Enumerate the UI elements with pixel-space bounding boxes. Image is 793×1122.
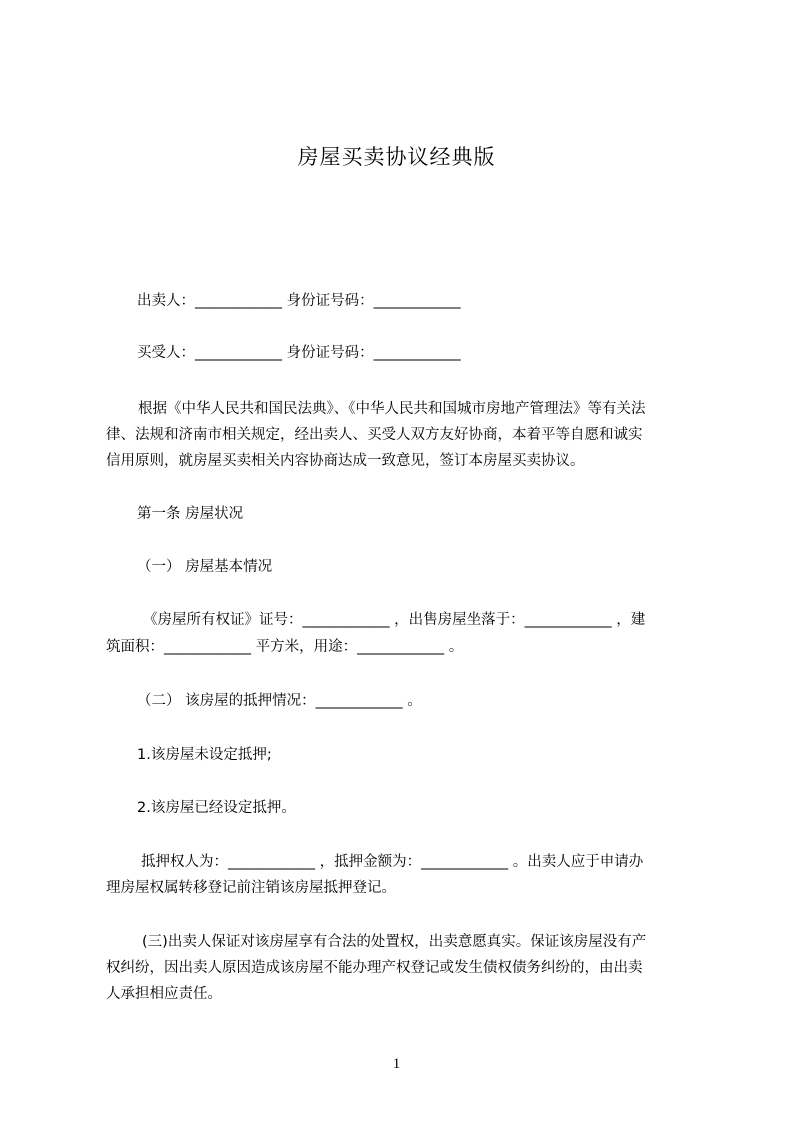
- seller-line: 出卖人：____________ 身份证号码：____________: [137, 293, 461, 309]
- intro-line-3: 信用原则，就房屋买卖相关内容协商达成一致意见，签订本房屋买卖协议。: [106, 453, 585, 469]
- mortgage-option-1: 1.该房屋未设定抵押;: [137, 747, 272, 763]
- section-1-heading: （一） 房屋基本情况: [137, 559, 273, 575]
- mortgagee-line-1: 抵押权人为：____________ ，抵押金额为：____________ 。出卖人应于申请办: [141, 854, 644, 870]
- certificate-line-1: 《房屋所有权证》证号：____________ ，出售房屋坐落于：____________ ，建: [143, 612, 646, 628]
- article-1-heading: 第一条 房屋状况: [137, 506, 244, 522]
- mortgagee-line-2: 理房屋权属转移登记前注销该房屋抵押登记。: [106, 880, 396, 896]
- mortgage-option-2: 2.该房屋已经设定抵押。: [137, 800, 296, 816]
- guarantee-line-2: 权纠纷，因出卖人原因造成该房屋不能办理产权登记或发生债权债务纠纷的，由出卖: [106, 960, 643, 976]
- certificate-line-2: 筑面积：____________ 平方米，用途：____________ 。: [106, 639, 464, 655]
- intro-line-2: 律、法规和济南市相关规定，经出卖人、买受人双方友好协商，本着平等自愿和诚实: [106, 427, 643, 443]
- page-title: 房屋买卖协议经典版: [297, 145, 496, 169]
- intro-line-1: 根据《中华人民共和国民法典》、《中华人民共和国城市房地产管理法》等有关法: [138, 401, 646, 417]
- guarantee-line-3: 人承担相应责任。: [106, 986, 222, 1002]
- mortgage-heading: （二） 该房屋的抵押情况：____________ 。: [137, 693, 422, 709]
- buyer-line: 买受人：____________ 身份证号码：____________: [137, 345, 461, 361]
- page-number: 1: [392, 1056, 401, 1072]
- guarantee-line-1: (三)出卖人保证对该房屋享有合法的处置权，出卖意愿真实。保证该房屋没有产: [142, 934, 647, 950]
